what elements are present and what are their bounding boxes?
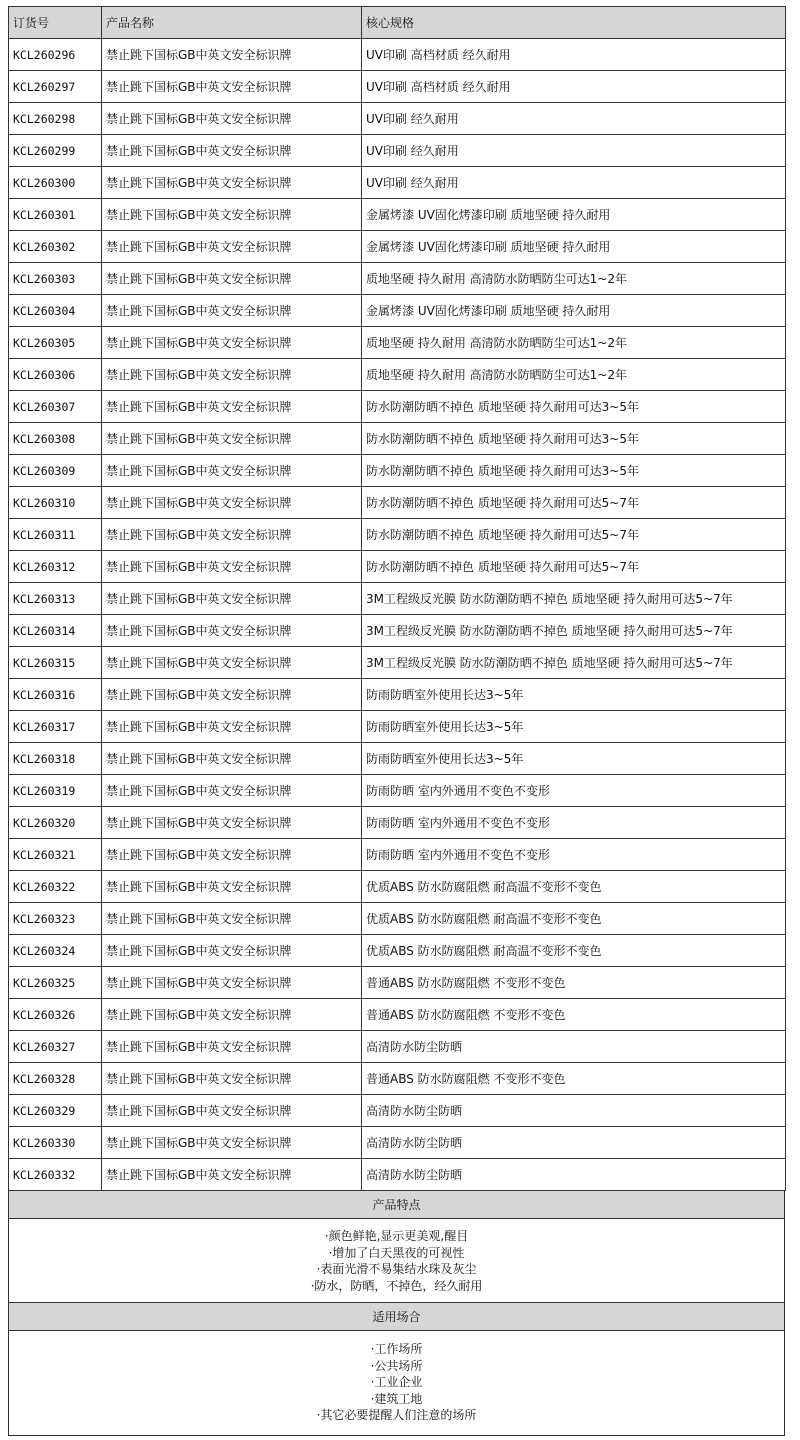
core-spec-cell: 3M工程级反光膜 防水防潮防晒不掉色 质地坚硬 持久耐用可达5~7年	[362, 583, 786, 615]
order-number-cell: KCL260314	[9, 615, 102, 647]
product-name-cell: 禁止跳下国标GB中英文安全标识牌	[102, 263, 362, 295]
core-spec-cell: 普通ABS 防水防腐阻燃 不变形不变色	[362, 999, 786, 1031]
order-number-cell: KCL260304	[9, 295, 102, 327]
product-name-cell: 禁止跳下国标GB中英文安全标识牌	[102, 199, 362, 231]
product-name-cell: 禁止跳下国标GB中英文安全标识牌	[102, 903, 362, 935]
table-row	[9, 551, 786, 583]
venues-title: 适用场合	[8, 1303, 785, 1331]
core-spec-cell: 高清防水防尘防晒	[362, 1095, 786, 1127]
table-row	[9, 679, 786, 711]
core-spec-cell: 金属烤漆 UV固化烤漆印刷 质地坚硬 持久耐用	[362, 231, 786, 263]
table-row	[9, 1127, 786, 1159]
table-row	[9, 135, 786, 167]
product-name-cell: 禁止跳下国标GB中英文安全标识牌	[102, 551, 362, 583]
order-number-cell: KCL260325	[9, 967, 102, 999]
product-name-cell: 禁止跳下国标GB中英文安全标识牌	[102, 391, 362, 423]
product-name-cell: 禁止跳下国标GB中英文安全标识牌	[102, 135, 362, 167]
table-row	[9, 711, 786, 743]
product-name-cell: 禁止跳下国标GB中英文安全标识牌	[102, 711, 362, 743]
table-row	[9, 647, 786, 679]
table-row	[9, 103, 786, 135]
table-row	[9, 423, 786, 455]
table-row	[9, 71, 786, 103]
table-row	[9, 359, 786, 391]
table-row	[9, 391, 786, 423]
order-number-cell: KCL260297	[9, 71, 102, 103]
order-number-cell: KCL260309	[9, 455, 102, 487]
core-spec-cell: 优质ABS 防水防腐阻燃 耐高温不变形不变色	[362, 935, 786, 967]
table-row	[9, 1031, 786, 1063]
order-number-cell: KCL260329	[9, 1095, 102, 1127]
core-spec-cell: 普通ABS 防水防腐阻燃 不变形不变色	[362, 1063, 786, 1095]
venue-item: ·工业企业	[370, 1375, 423, 1389]
table-row	[9, 839, 786, 871]
order-number-cell: KCL260323	[9, 903, 102, 935]
order-number-cell: KCL260298	[9, 103, 102, 135]
table-row	[9, 743, 786, 775]
order-number-cell: KCL260327	[9, 1031, 102, 1063]
core-spec-cell: 防水防潮防晒不掉色 质地坚硬 持久耐用可达5~7年	[362, 487, 786, 519]
product-name-cell: 禁止跳下国标GB中英文安全标识牌	[102, 423, 362, 455]
product-name-cell: 禁止跳下国标GB中英文安全标识牌	[102, 39, 362, 71]
table-row	[9, 967, 786, 999]
product-name-cell: 禁止跳下国标GB中英文安全标识牌	[102, 327, 362, 359]
core-spec-cell: 防雨防晒室外使用长达3~5年	[362, 743, 786, 775]
product-name-cell: 禁止跳下国标GB中英文安全标识牌	[102, 807, 362, 839]
table-row	[9, 487, 786, 519]
product-name-cell: 禁止跳下国标GB中英文安全标识牌	[102, 231, 362, 263]
header-product-name: 产品名称	[102, 7, 362, 39]
core-spec-cell: 质地坚硬 持久耐用 高清防水防晒防尘可达1~2年	[362, 359, 786, 391]
table-row	[9, 39, 786, 71]
core-spec-cell: UV印刷 高档材质 经久耐用	[362, 39, 786, 71]
product-name-cell: 禁止跳下国标GB中英文安全标识牌	[102, 679, 362, 711]
table-row	[9, 583, 786, 615]
table-row	[9, 519, 786, 551]
order-number-cell: KCL260307	[9, 391, 102, 423]
core-spec-cell: 高清防水防尘防晒	[362, 1159, 786, 1191]
order-number-cell: KCL260313	[9, 583, 102, 615]
product-name-cell: 禁止跳下国标GB中英文安全标识牌	[102, 999, 362, 1031]
product-name-cell: 禁止跳下国标GB中英文安全标识牌	[102, 359, 362, 391]
product-name-cell: 禁止跳下国标GB中英文安全标识牌	[102, 775, 362, 807]
product-name-cell: 禁止跳下国标GB中英文安全标识牌	[102, 1127, 362, 1159]
order-number-cell: KCL260320	[9, 807, 102, 839]
core-spec-cell: 金属烤漆 UV固化烤漆印刷 质地坚硬 持久耐用	[362, 295, 786, 327]
core-spec-cell: 高清防水防尘防晒	[362, 1127, 786, 1159]
table-row	[9, 615, 786, 647]
table-row	[9, 263, 786, 295]
venues-list	[8, 1331, 785, 1436]
core-spec-cell: 3M工程级反光膜 防水防潮防晒不掉色 质地坚硬 持久耐用可达5~7年	[362, 615, 786, 647]
product-name-cell: 禁止跳下国标GB中英文安全标识牌	[102, 1095, 362, 1127]
core-spec-cell: 优质ABS 防水防腐阻燃 耐高温不变形不变色	[362, 871, 786, 903]
table-row	[9, 871, 786, 903]
product-name-cell: 禁止跳下国标GB中英文安全标识牌	[102, 647, 362, 679]
order-number-cell: KCL260301	[9, 199, 102, 231]
table-row	[9, 231, 786, 263]
core-spec-cell: 防水防潮防晒不掉色 质地坚硬 持久耐用可达5~7年	[362, 519, 786, 551]
product-name-cell: 禁止跳下国标GB中英文安全标识牌	[102, 615, 362, 647]
core-spec-cell: 防雨防晒 室内外通用不变色不变形	[362, 775, 786, 807]
core-spec-cell: 防雨防晒室外使用长达3~5年	[362, 711, 786, 743]
table-row	[9, 295, 786, 327]
order-number-cell: KCL260305	[9, 327, 102, 359]
order-number-cell: KCL260312	[9, 551, 102, 583]
order-number-cell: KCL260296	[9, 39, 102, 71]
table-header-row	[9, 7, 786, 39]
product-name-cell: 禁止跳下国标GB中英文安全标识牌	[102, 1159, 362, 1191]
table-row	[9, 903, 786, 935]
product-name-cell: 禁止跳下国标GB中英文安全标识牌	[102, 487, 362, 519]
core-spec-cell: 防水防潮防晒不掉色 质地坚硬 持久耐用可达3~5年	[362, 391, 786, 423]
spec-sheet	[8, 6, 785, 1436]
feature-item: ·增加了白天黑夜的可视性	[328, 1245, 465, 1260]
feature-item: ·颜色鲜艳,显示更美观,醒目	[324, 1229, 469, 1243]
order-number-cell: KCL260322	[9, 871, 102, 903]
core-spec-cell: UV印刷 经久耐用	[362, 103, 786, 135]
table-row	[9, 327, 786, 359]
core-spec-cell: 防水防潮防晒不掉色 质地坚硬 持久耐用可达3~5年	[362, 455, 786, 487]
order-number-cell: KCL260324	[9, 935, 102, 967]
venue-item: ·其它必要提醒人们注意的场所	[316, 1408, 477, 1422]
product-name-cell: 禁止跳下国标GB中英文安全标识牌	[102, 455, 362, 487]
feature-item: ·表面光滑不易集结水珠及灰尘	[316, 1262, 477, 1276]
product-name-cell: 禁止跳下国标GB中英文安全标识牌	[102, 71, 362, 103]
feature-item: ·防水，防晒，不掉色，经久耐用	[310, 1278, 483, 1293]
core-spec-cell: 金属烤漆 UV固化烤漆印刷 质地坚硬 持久耐用	[362, 199, 786, 231]
table-row	[9, 999, 786, 1031]
order-number-cell: KCL260308	[9, 423, 102, 455]
table-row	[9, 455, 786, 487]
product-name-cell: 禁止跳下国标GB中英文安全标识牌	[102, 935, 362, 967]
table-row	[9, 775, 786, 807]
product-name-cell: 禁止跳下国标GB中英文安全标识牌	[102, 967, 362, 999]
core-spec-cell: 防雨防晒 室内外通用不变色不变形	[362, 839, 786, 871]
core-spec-cell: 质地坚硬 持久耐用 高清防水防晒防尘可达1~2年	[362, 263, 786, 295]
table-row	[9, 807, 786, 839]
product-name-cell: 禁止跳下国标GB中英文安全标识牌	[102, 1063, 362, 1095]
order-number-cell: KCL260326	[9, 999, 102, 1031]
product-table	[8, 6, 786, 1191]
product-name-cell: 禁止跳下国标GB中英文安全标识牌	[102, 871, 362, 903]
venue-item: ·公共场所	[370, 1358, 423, 1373]
features-title: 产品特点	[8, 1191, 785, 1219]
core-spec-cell: 质地坚硬 持久耐用 高清防水防晒防尘可达1~2年	[362, 327, 786, 359]
order-number-cell: KCL260302	[9, 231, 102, 263]
core-spec-cell: 优质ABS 防水防腐阻燃 耐高温不变形不变色	[362, 903, 786, 935]
core-spec-cell: 防雨防晒 室内外通用不变色不变形	[362, 807, 786, 839]
core-spec-cell: UV印刷 经久耐用	[362, 135, 786, 167]
core-spec-cell: UV印刷 经久耐用	[362, 167, 786, 199]
product-name-cell: 禁止跳下国标GB中英文安全标识牌	[102, 103, 362, 135]
order-number-cell: KCL260303	[9, 263, 102, 295]
core-spec-cell: 防水防潮防晒不掉色 质地坚硬 持久耐用可达3~5年	[362, 423, 786, 455]
order-number-cell: KCL260328	[9, 1063, 102, 1095]
order-number-cell: KCL260315	[9, 647, 102, 679]
table-row	[9, 199, 786, 231]
order-number-cell: KCL260332	[9, 1159, 102, 1191]
order-number-cell: KCL260330	[9, 1127, 102, 1159]
table-body	[9, 39, 786, 1191]
venue-item: ·工作场所	[370, 1342, 423, 1356]
table-row	[9, 1063, 786, 1095]
core-spec-cell: 防雨防晒室外使用长达3~5年	[362, 679, 786, 711]
order-number-cell: KCL260318	[9, 743, 102, 775]
order-number-cell: KCL260306	[9, 359, 102, 391]
table-row	[9, 1159, 786, 1191]
order-number-cell: KCL260319	[9, 775, 102, 807]
product-name-cell: 禁止跳下国标GB中英文安全标识牌	[102, 1031, 362, 1063]
order-number-cell: KCL260317	[9, 711, 102, 743]
core-spec-cell: 3M工程级反光膜 防水防潮防晒不掉色 质地坚硬 持久耐用可达5~7年	[362, 647, 786, 679]
order-number-cell: KCL260316	[9, 679, 102, 711]
product-name-cell: 禁止跳下国标GB中英文安全标识牌	[102, 167, 362, 199]
core-spec-cell: 高清防水防尘防晒	[362, 1031, 786, 1063]
core-spec-cell: 普通ABS 防水防腐阻燃 不变形不变色	[362, 967, 786, 999]
core-spec-cell: 防水防潮防晒不掉色 质地坚硬 持久耐用可达5~7年	[362, 551, 786, 583]
table-row	[9, 167, 786, 199]
header-order-number: 订货号	[9, 7, 102, 39]
features-list	[8, 1219, 785, 1303]
table-row	[9, 1095, 786, 1127]
product-name-cell: 禁止跳下国标GB中英文安全标识牌	[102, 743, 362, 775]
order-number-cell: KCL260321	[9, 839, 102, 871]
order-number-cell: KCL260310	[9, 487, 102, 519]
table-row	[9, 935, 786, 967]
product-name-cell: 禁止跳下国标GB中英文安全标识牌	[102, 839, 362, 871]
product-name-cell: 禁止跳下国标GB中英文安全标识牌	[102, 583, 362, 615]
venue-item: ·建筑工地	[370, 1391, 423, 1406]
order-number-cell: KCL260300	[9, 167, 102, 199]
product-name-cell: 禁止跳下国标GB中英文安全标识牌	[102, 519, 362, 551]
product-name-cell: 禁止跳下国标GB中英文安全标识牌	[102, 295, 362, 327]
order-number-cell: KCL260311	[9, 519, 102, 551]
order-number-cell: KCL260299	[9, 135, 102, 167]
core-spec-cell: UV印刷 高档材质 经久耐用	[362, 71, 786, 103]
header-core-spec: 核心规格	[362, 7, 786, 39]
